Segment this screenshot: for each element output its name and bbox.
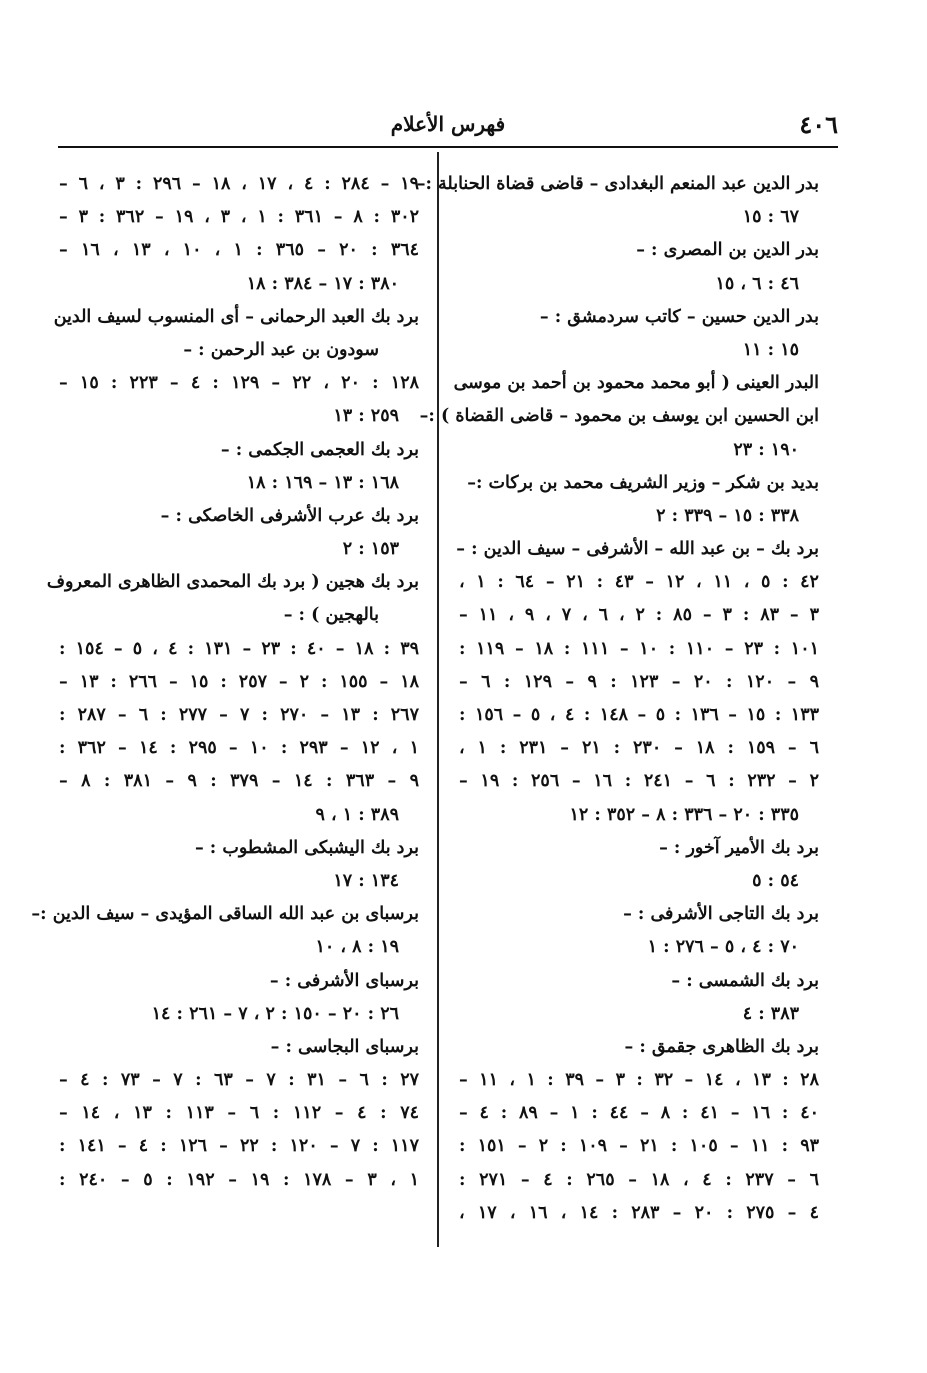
index-entry-continuation: سودون بن عبد الرحمن : –: [183, 339, 379, 360]
index-entry-references: ٣٨٩ : ١ ، ٩: [315, 804, 399, 825]
header-rule: [58, 146, 838, 148]
index-entry-name: برد بك التاجى الأشرفى : –: [623, 904, 819, 925]
index-entry-name: ابن الحسين ابن يوسف بن محمود – قاضى القضاة ) :–: [419, 406, 819, 427]
index-entry-references: ٣٨٣ : ٤: [742, 1003, 799, 1024]
index-entry-name: برد بك اليشبكى المشطوب : –: [194, 837, 419, 858]
running-title: فهرس الأعلام: [390, 112, 506, 136]
index-entry-name: بدر الدين عبد المنعم البغدادى – قاضى قضاة الحنابلة :–: [416, 174, 819, 194]
index-entry-name: برد بك الظاهرى جقمق : –: [624, 1036, 819, 1057]
index-entry-references: ٧٠ : ٤ ، ٥ – ٢٧٦ : ١: [647, 937, 799, 958]
index-entry-references: ٩٣ : ١١ – ١٠٥ : ٢١ – ١٠٩ : ٢ – ١٥١ :: [459, 1136, 819, 1157]
index-entry-references: ٣٣٥ : ٢٠ – ٣٣٦ : ٨ – ٣٥٢ : ١٢: [569, 804, 799, 825]
index-entry-references: ٢٥٩ : ١٣: [333, 406, 399, 427]
index-entry-name: بدر الدين حسين – كاتب سردمشق : –: [539, 306, 819, 327]
index-entry-name: برد بك – بن عبد الله – الأشرفى – سيف الدين : –: [456, 539, 819, 560]
index-entry-name: بدر الدين بن المصرى : –: [636, 240, 819, 261]
index-entry-name: برد بك الشمسى : –: [671, 970, 819, 991]
index-entry-references: ٦ – ١٥٩ : ١٨ – ٢٣٠ : ٢١ – ٢٣١ : ١ ،: [459, 738, 819, 759]
index-entry-references: ٢٧ : ٦ – ٣١ : ٧ – ٦٣ : ٧ – ٧٣ : ٤ –: [59, 1070, 420, 1091]
page-header: [58, 110, 838, 146]
index-entry-references: ٣٠٢ : ٨ – ٣٦١ : ١ ، ٣ ، ١٩ – ٣٦٢ : ٣ –: [59, 207, 420, 228]
index-entry-references: ٢٦ : ٢٠ – ١٥٠ : ٢ ، ٧ – ٢٦١ : ١٤: [151, 1003, 399, 1024]
index-entry-references: ٢٨ : ١٣ ، ١٤ – ٣٢ : ٣ – ٣٩ : ١ ، ١١ –: [459, 1070, 819, 1091]
index-entry-name: برسباى الأشرفى : –: [269, 970, 419, 991]
index-entry-continuation: بالهجين ) : –: [283, 605, 379, 626]
index-entry-references: ٣٣٨ : ١٥ – ٣٣٩ : ٢: [656, 505, 799, 526]
index-entry-references: ٤٠ : ١٦ – ٤١ : ٨ – ٤٤ : ١ – ٨٩ : ٤ –: [459, 1103, 819, 1124]
column-divider: [437, 152, 439, 1247]
index-entry-name: برد بك العبد الرحمانى – أى المنسوب لسيف الدين: [53, 306, 419, 327]
index-column-left: [31, 168, 420, 1197]
index-entry-references: ١٨ – ١٥٥ : ٢ – ٢٥٧ : ١٥ – ٢٦٦ : ١٣ –: [59, 671, 419, 692]
index-entry-references: ١٣٣ : ١٥ – ١٣٦ : ٥ – ١٤٨ : ٤ ، ٥ – ١٥٦ :: [459, 705, 819, 725]
index-entry-name: بديد بن شكر – وزير الشريف محمد بن بركات :–: [467, 472, 819, 493]
index-entry-references: ٦ – ٢٣٧ : ٤ ، ١٨ – ٢٦٥ : ٤ – ٢٧١ :: [459, 1169, 820, 1190]
index-entry-references: ٢٦٧ : ١٣ – ٢٧٠ : ٧ – ٢٧٧ : ٦ – ٢٨٧ :: [59, 705, 419, 725]
index-entry-references: ١٩٠ : ٢٣: [733, 439, 799, 460]
index-entry-references: ١١٧ : ٧ – ١٢٠ : ٢٢ – ١٢٦ : ٤ – ١٤١ :: [59, 1136, 419, 1157]
index-entry-references: ٦٧ : ١٥: [742, 207, 799, 228]
page-number: ٤٠٦: [799, 110, 838, 139]
index-entry-references: ٣٦٤ : ٢٠ – ٣٦٥ : ١ ، ١٠ ، ١٣ ، ١٦ –: [59, 240, 420, 261]
index-entry-references: ١٢٨ : ٢٠ ، ٢٢ – ١٢٩ : ٤ – ٢٢٣ : ١٥ –: [59, 373, 419, 394]
index-entry-references: ١٦٨ : ١٣ – ١٦٩ : ١٨: [246, 472, 399, 493]
index-entry-references: ٣ – ٨٣ : ٣ – ٨٥ : ٢ ، ٦ ، ٧ ، ٩ ، ١١ –: [459, 605, 819, 626]
index-entry-references: ٩ – ١٢٠ : ٢٠ – ١٢٣ : ٩ – ١٢٩ : ٦ –: [459, 671, 820, 692]
index-entry-references: ٧٤ : ٤ – ١١٢ : ٦ – ١١٣ : ١٣ ، ١٤ –: [59, 1103, 419, 1124]
index-entry-references: ٩ – ٣٦٣ : ١٤ – ٣٧٩ : ٩ – ٣٨١ : ٨ –: [59, 771, 420, 792]
index-entry-references: ٥٤ : ٥: [752, 870, 799, 891]
index-entry-references: ٤٦ : ٦ ، ١٥: [715, 273, 799, 294]
index-entry-references: ١ ، ٣ – ١٧٨ : ١٩ – ١٩٢ : ٥ – ٢٤٠ :: [59, 1169, 420, 1190]
index-entry-references: ١٩ : ٨ ، ١٠: [315, 937, 399, 958]
index-entry-name: البدر العينى ( أبو محمد محمود بن أحمد بن موسى: [453, 373, 819, 394]
index-entry-name: برد بك الأمير آخور : –: [659, 837, 819, 858]
index-entry-name: برسباى بن عبد الله الساقى المؤيدى – سيف الدين :–: [31, 904, 419, 925]
index-entry-references: ٢ – ٢٣٢ : ٦ – ٢٤١ : ١٦ – ٢٥٦ : ١٩ –: [459, 771, 819, 792]
index-entry-references: ١٣٤ : ١٧: [333, 870, 399, 891]
index-column-right: [416, 168, 820, 1230]
index-entry-name: برد بك هجين ( برد بك المحمدى الظاهرى المعروف: [46, 572, 419, 593]
index-entry-references: ١ ، ١٢ – ٢٩٣ : ١٠ – ٢٩٥ : ١٤ – ٣٦٢ :: [59, 738, 419, 759]
index-entry-references: ٣٨٠ : ١٧ – ٣٨٤ : ١٨: [246, 273, 399, 294]
index-entry-references: ١٥٣ : ٢: [342, 539, 399, 560]
index-entry-references: ٤ – ٢٧٥ : ٢٠ – ٢٨٣ : ١٤ ، ١٦ ، ١٧ ،: [459, 1202, 819, 1223]
index-entry-name: برد بك عرب الأشرفى الخاصكى : –: [160, 505, 419, 526]
index-entry-name: برد بك العجمى الجكمى : –: [220, 439, 419, 460]
index-entry-references: ١٩ – ٢٨٤ : ٤ ، ١٧ ، ١٨ – ٢٩٦ : ٣ ، ٦ –: [59, 174, 419, 194]
index-entry-references: ٣٩ : ١٨ – ٤٠ : ٢٣ – ١٣١ : ٤ ، ٥ – ١٥٤ :: [59, 638, 419, 659]
index-entry-references: ٤٢ : ٥ ، ١١ ، ١٢ – ٤٣ : ٢١ – ٦٤ : ١ ،: [459, 572, 819, 593]
index-entry-name: برسباى البجاسى : –: [270, 1036, 419, 1057]
index-entry-references: ١٠١ : ٢٣ – ١١٠ : ١٠ – ١١١ : ١٨ – ١١٩ :: [459, 638, 819, 659]
index-entry-references: ١٥ : ١١: [742, 339, 799, 360]
